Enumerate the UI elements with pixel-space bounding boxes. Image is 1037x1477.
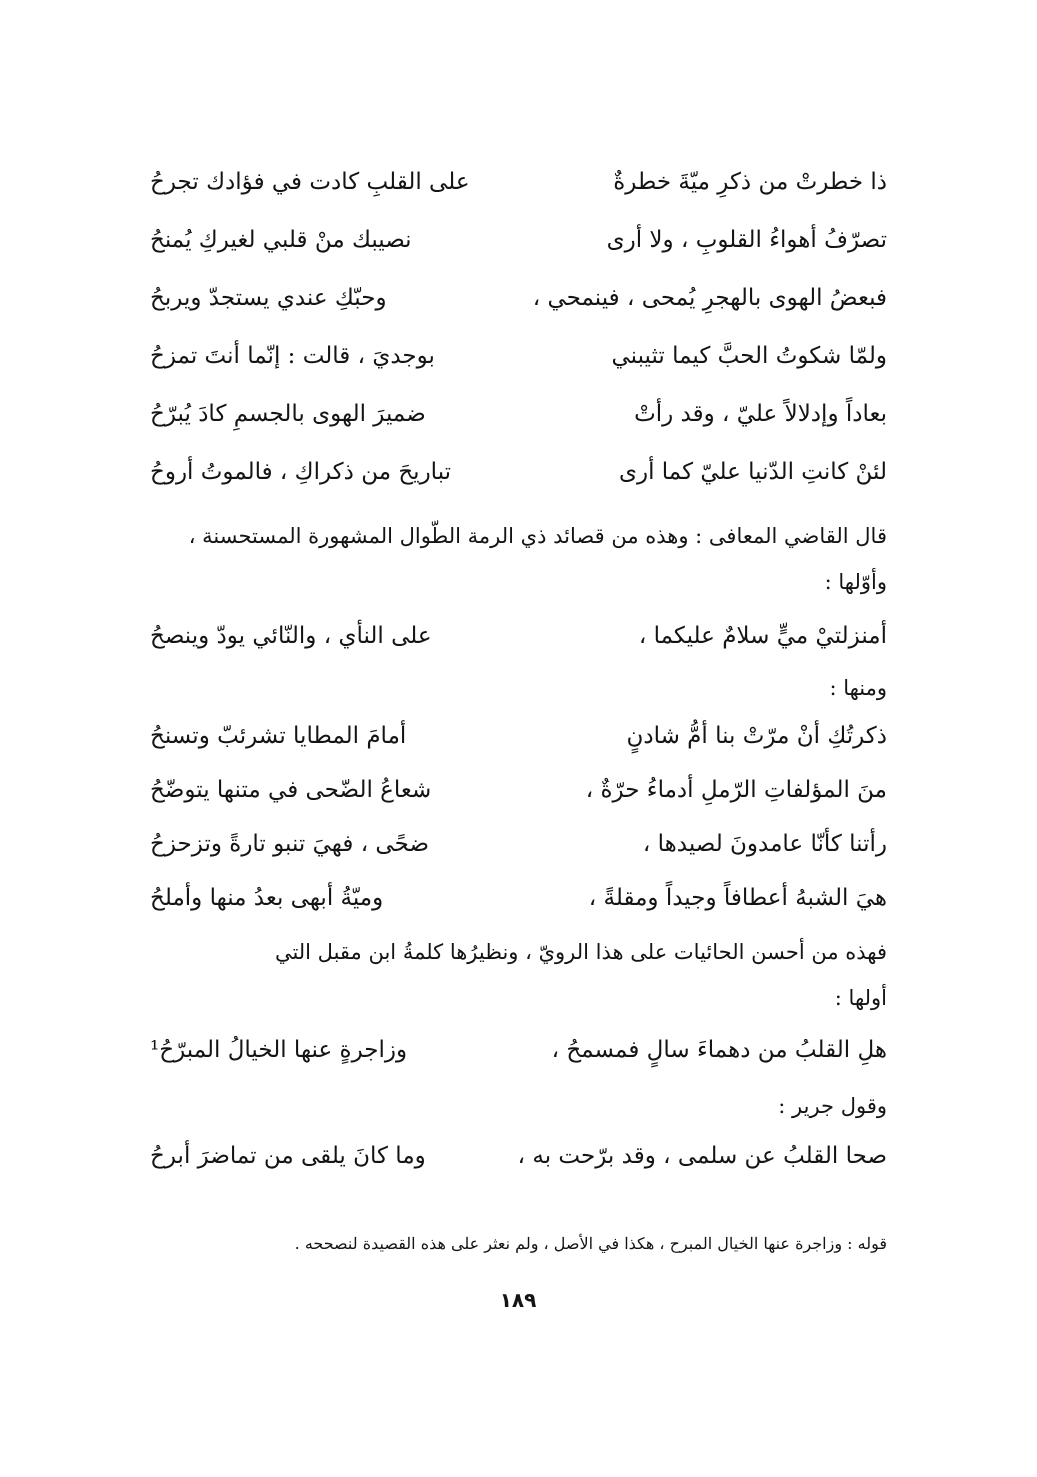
verse-line — [150, 160, 887, 204]
verse-second-hemistich: وما كانَ يلقى من تماضرَ أبرحُ — [150, 1143, 426, 1169]
verse-first-hemistich: تصرّفُ أهواءُ القلوبِ ، ولا أرى — [606, 227, 887, 253]
prose-paragraph-line: وأوّلها : — [824, 570, 887, 594]
verse-second-hemistich: على القلبِ كادت في فؤادك تجرحُ — [150, 169, 470, 195]
verse-first-hemistich: رأتنا كأنّا عامدونَ لصيدها ، — [642, 831, 887, 857]
verse-line — [150, 276, 887, 320]
verse-second-hemistich: وميّةُ أبهى بعدُ منها وأملحُ — [150, 885, 384, 911]
verse-second-hemistich: ضميرَ الهوى بالجسمِ كادَ يُبرّحُ — [150, 401, 426, 427]
verse-line — [150, 822, 887, 866]
verse-first-hemistich: هلِ القلبُ من دهماءَ سالٍ فمسمحُ ، — [551, 1037, 887, 1063]
verse-line — [150, 450, 887, 494]
verse-first-hemistich: صحا القلبُ عن سلمى ، وقد برّحت به ، — [517, 1143, 887, 1169]
prose-paragraph-line: فهذه من أحسن الحائيات على هذا الرويّ ، ونظيرُها كلمةُ ابن مقبل التي — [274, 940, 887, 964]
verse-first-hemistich: ولمّا شكوتُ الحبَّ كيما تثيبني — [611, 343, 887, 369]
verse-first-hemistich: بعاداً وإدلالاً عليّ ، وقد رأتْ — [634, 401, 887, 427]
prose-paragraph-line: وقول جرير : — [778, 1094, 887, 1118]
prose-paragraph-line: أولها : — [834, 986, 887, 1010]
verse-first-hemistich: فبعضُ الهوى بالهجرِ يُمحى ، فينمحي ، — [532, 285, 887, 311]
verse-first-hemistich: ذا خطرتْ من ذكرِ ميّةَ خطرةٌ — [613, 169, 887, 195]
verse-second-hemistich: بوجديَ ، قالت : إنّما أنتَ تمزحُ — [150, 343, 435, 369]
verse-line — [150, 1028, 887, 1072]
verse-second-hemistich: شعاعُ الضّحى في متنها يتوضّحُ — [150, 777, 432, 803]
verse-second-hemistich: على النأي ، والنّائي يودّ وينصحُ — [150, 623, 432, 649]
verse-line — [150, 1134, 887, 1178]
verse-line — [150, 876, 887, 920]
page-number: ١٨٩ — [499, 1288, 537, 1312]
verse-second-hemistich: تباريحَ من ذكراكِ ، فالموتُ أروحُ — [150, 459, 452, 485]
verse-second-hemistich: وزاجرةٍ عنها الخيالُ المبرّحُ¹ — [150, 1037, 408, 1063]
verse-line — [150, 334, 887, 378]
verse-second-hemistich: ضحًى ، فهيَ تنبو تارةً وتزحزحُ — [150, 831, 429, 857]
verse-first-hemistich: منَ المؤلفاتِ الرّملِ أدماءُ حرّةٌ ، — [585, 777, 887, 803]
verse-second-hemistich: نصيبك منْ قلبي لغيركِ يُمنحُ — [150, 227, 412, 253]
footnote: قوله : وزاجرة عنها الخيال المبرح ، هكذا في الأصل ، ولم نعثر على هذه القصيدة لنصححه . — [294, 1234, 887, 1253]
verse-line — [150, 768, 887, 812]
prose-paragraph-line: ومنها : — [829, 676, 887, 700]
verse-line — [150, 218, 887, 262]
verse-line — [150, 392, 887, 436]
verse-first-hemistich: لئنْ كانتِ الدّنيا عليّ كما أرى — [618, 459, 887, 485]
verse-line — [150, 614, 887, 658]
verse-first-hemistich: أمنزلتيْ ميٍّ سلامٌ عليكما ، — [638, 623, 887, 649]
verse-first-hemistich: ذكرتُكِ أنْ مرّتْ بنا أمُّ شادنٍ — [626, 723, 887, 749]
verse-second-hemistich: وحبّكِ عندي يستجدّ ويربحُ — [150, 285, 387, 311]
verse-first-hemistich: هيَ الشبهُ أعطافاً وجيداً ومقلةً ، — [588, 885, 887, 911]
verse-line — [150, 714, 887, 758]
prose-paragraph-line: قال القاضي المعافى : وهذه من قصائد ذي الرمة الطّوال المشهورة المستحسنة ، — [188, 524, 887, 548]
verse-second-hemistich: أمامَ المطايا تشرئبّ وتسنحُ — [150, 723, 407, 749]
